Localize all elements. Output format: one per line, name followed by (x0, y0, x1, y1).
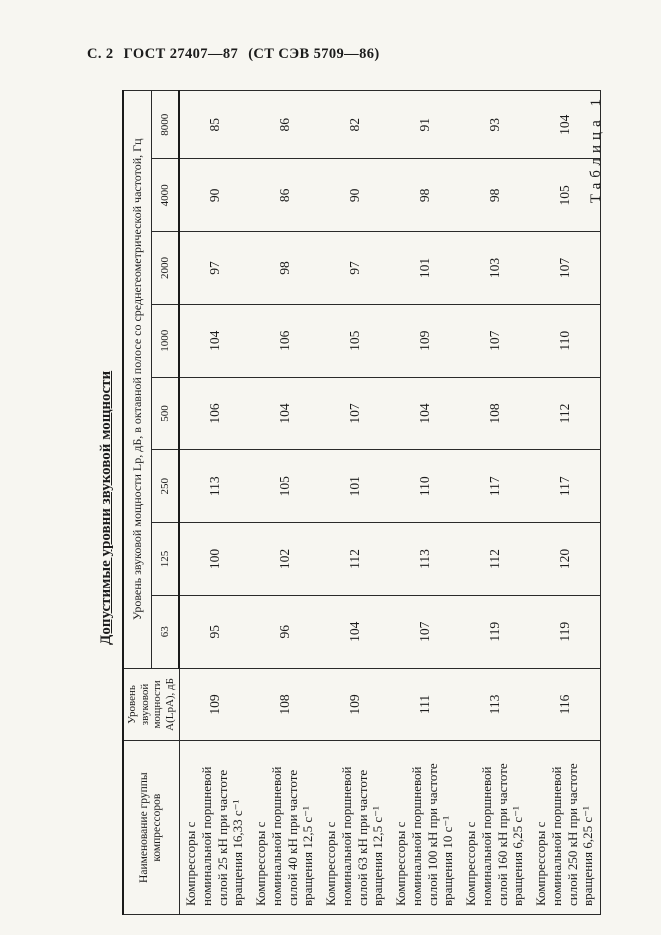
octave-value: 98 (250, 232, 320, 305)
octave-value: 113 (179, 450, 250, 523)
octave-value: 109 (390, 304, 460, 377)
octave-value: 98 (390, 159, 460, 232)
frequency-header: 125 (152, 523, 179, 596)
sound-power-level: 109 (320, 668, 390, 741)
octave-value: 107 (530, 232, 601, 305)
table-row (250, 91, 320, 915)
octave-value: 101 (390, 232, 460, 305)
octave-value: 102 (250, 523, 320, 596)
octave-value: 100 (179, 523, 250, 596)
compressor-group-name: Компрессоры с номинальной поршневой силой 160 кН при частоте вращения 6,25 с⁻¹ (460, 741, 530, 915)
octave-value: 96 (250, 595, 320, 668)
octave-value: 106 (250, 304, 320, 377)
frequency-header: 8000 (152, 91, 179, 159)
octave-value: 110 (390, 450, 460, 523)
sound-power-level: 108 (250, 668, 320, 741)
octave-value: 103 (460, 232, 530, 305)
octave-value: 104 (320, 595, 390, 668)
octave-value: 107 (320, 377, 390, 450)
octave-value: 107 (390, 595, 460, 668)
octave-value: 85 (179, 91, 250, 159)
compressor-group-name: Компрессоры с номинальной поршневой силой 100 кН при частоте вращения 10 с⁻¹ (390, 741, 460, 915)
frequency-header: 1000 (152, 304, 179, 377)
sound-power-table (122, 90, 601, 915)
octave-value: 93 (460, 91, 530, 159)
octave-value: 86 (250, 91, 320, 159)
octave-value: 113 (390, 523, 460, 596)
octave-value: 104 (390, 377, 460, 450)
octave-value: 105 (530, 159, 601, 232)
octave-value: 104 (179, 304, 250, 377)
page-number: С. 2 (87, 46, 114, 62)
sound-power-level: 113 (460, 668, 530, 741)
octave-value: 112 (320, 523, 390, 596)
octave-value: 98 (460, 159, 530, 232)
table-title: Допустимые уровни звуковой мощности (98, 370, 114, 645)
octave-value: 91 (390, 91, 460, 159)
table-row (320, 91, 390, 915)
octave-value: 105 (250, 450, 320, 523)
octave-value: 104 (530, 91, 601, 159)
octave-value: 104 (250, 377, 320, 450)
octave-value: 112 (460, 523, 530, 596)
sound-power-level: 109 (179, 668, 250, 741)
octave-value: 90 (179, 159, 250, 232)
octave-value: 97 (179, 232, 250, 305)
octave-value: 101 (320, 450, 390, 523)
column-header-octave-group: Уровень звуковой мощности Lp, дБ, в октавной полосе со среднегеометрической частотой, Гц (123, 91, 152, 669)
octave-value: 82 (320, 91, 390, 159)
octave-value: 119 (530, 595, 601, 668)
octave-value: 119 (460, 595, 530, 668)
frequency-header: 250 (152, 450, 179, 523)
frequency-header: 500 (152, 377, 179, 450)
table-row (390, 91, 460, 915)
octave-value: 117 (460, 450, 530, 523)
table-row (179, 91, 250, 915)
octave-value: 110 (530, 304, 601, 377)
standard-code: ГОСТ 27407—87 (123, 46, 239, 62)
octave-value: 106 (179, 377, 250, 450)
octave-value: 97 (320, 232, 390, 305)
octave-value: 117 (530, 450, 601, 523)
column-header-name: Наименование группы компрессоров (123, 741, 179, 915)
compressor-group-name: Компрессоры с номинальной поршневой силой 63 кН при частоте вращения 12,5 с⁻¹ (320, 741, 390, 915)
compressor-group-name: Компрессоры с номинальной поршневой силой 25 кН при частоте вращения 16,33 с⁻¹ (179, 741, 250, 915)
frequency-header: 63 (152, 595, 179, 668)
table-row (460, 91, 530, 915)
table-row (530, 91, 601, 915)
compressor-group-name: Компрессоры с номинальной поршневой силой 40 кН при частоте вращения 12,5 с⁻¹ (250, 741, 320, 915)
octave-value: 107 (460, 304, 530, 377)
sound-power-level: 111 (390, 668, 460, 741)
standard-equivalent: (СТ СЭВ 5709—86) (248, 46, 380, 62)
compressor-group-name: Компрессоры с номинальной поршневой силой 250 кН при частоте вращения 6,25 с⁻¹ (530, 741, 601, 915)
octave-value: 108 (460, 377, 530, 450)
frequency-header: 2000 (152, 232, 179, 305)
frequency-header: 4000 (152, 159, 179, 232)
column-header-level: Уровень звуковой мощности A(LpA), дБ (123, 668, 179, 741)
octave-value: 120 (530, 523, 601, 596)
table-label: Таблица 1 (588, 94, 604, 204)
octave-value: 105 (320, 304, 390, 377)
octave-value: 112 (530, 377, 601, 450)
sound-power-level: 116 (530, 668, 601, 741)
octave-value: 86 (250, 159, 320, 232)
octave-value: 90 (320, 159, 390, 232)
octave-value: 95 (179, 595, 250, 668)
rotated-table-block (100, 90, 620, 915)
page-header (87, 46, 386, 63)
